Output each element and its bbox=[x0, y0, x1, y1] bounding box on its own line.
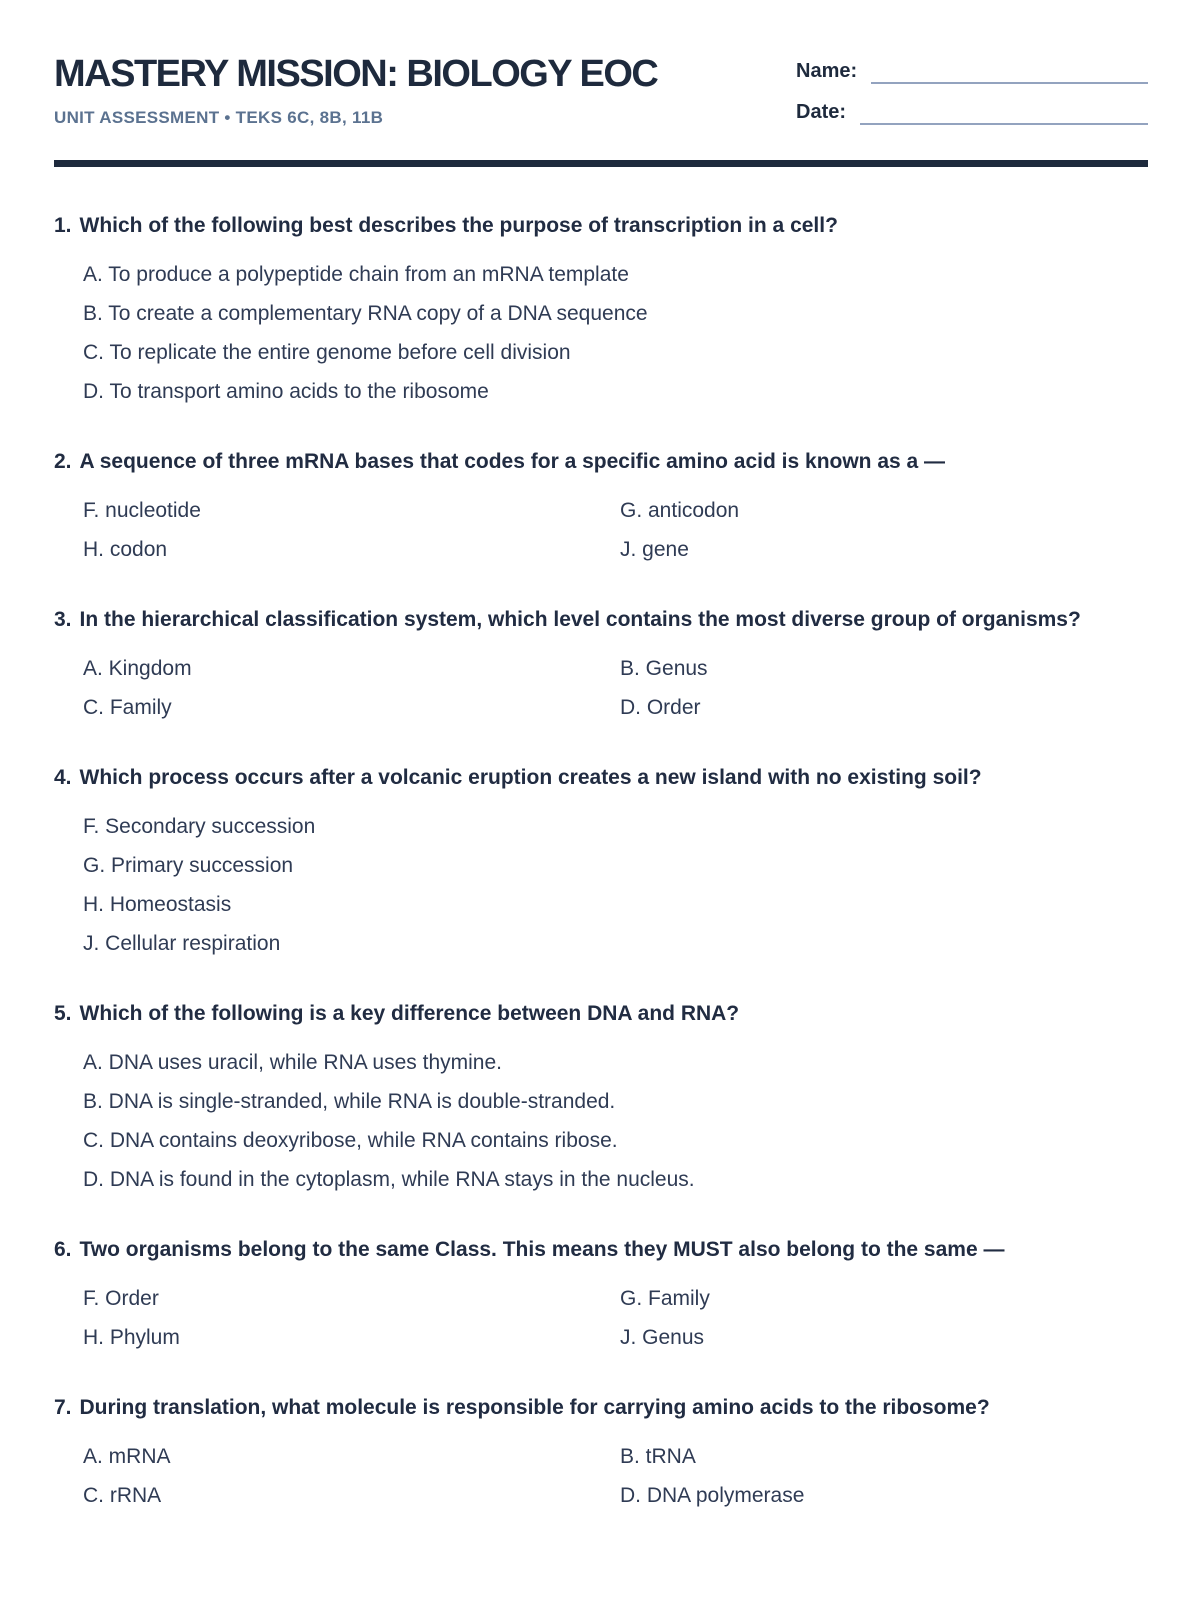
question-number: 6. bbox=[54, 1238, 72, 1261]
answer-option[interactable]: H. Homeostasis bbox=[83, 893, 232, 916]
answer-option[interactable]: F. Order bbox=[83, 1287, 159, 1310]
answer-option[interactable]: G. anticodon bbox=[620, 499, 740, 522]
answer-option[interactable]: B. To create a complementary RNA copy of a DNA sequence bbox=[83, 302, 648, 325]
question-6 bbox=[54, 1231, 1148, 1349]
answer-option[interactable]: D. DNA is found in the cytoplasm, while RNA stays in the nucleus. bbox=[83, 1168, 695, 1191]
date-field-row bbox=[796, 95, 1148, 125]
date-label: Date: bbox=[796, 101, 847, 123]
answer-options bbox=[54, 1446, 1148, 1507]
question-number: 3. bbox=[54, 608, 72, 631]
answer-option[interactable]: A. mRNA bbox=[83, 1445, 171, 1468]
question-3 bbox=[54, 601, 1148, 719]
answer-option[interactable]: F. Secondary succession bbox=[83, 815, 316, 838]
answer-option[interactable]: H. codon bbox=[83, 538, 168, 561]
question-number: 5. bbox=[54, 1002, 72, 1025]
answer-option[interactable]: B. tRNA bbox=[620, 1445, 696, 1468]
answer-options bbox=[54, 1052, 1148, 1191]
answer-options bbox=[54, 264, 1148, 403]
answer-option[interactable]: B. Genus bbox=[620, 657, 708, 680]
answer-option[interactable]: B. DNA is single-stranded, while RNA is double-stranded. bbox=[83, 1090, 616, 1113]
question-text bbox=[54, 601, 1148, 638]
answer-options bbox=[54, 658, 1148, 719]
answer-option[interactable]: D. Order bbox=[620, 696, 701, 719]
question-number: 7. bbox=[54, 1396, 72, 1419]
answer-options bbox=[54, 816, 1148, 955]
page-title: MASTERY MISSION: BIOLOGY EOC bbox=[54, 53, 658, 95]
question-prompt: A sequence of three mRNA bases that codes for a specific amino acid is known as a — bbox=[79, 450, 946, 473]
answer-options bbox=[54, 500, 1148, 561]
answer-option[interactable]: D. To transport amino acids to the ribosome bbox=[83, 380, 489, 403]
question-text bbox=[54, 207, 1148, 244]
question-text bbox=[54, 1231, 1148, 1268]
question-prompt: During translation, what molecule is responsible for carrying amino acids to the ribosome? bbox=[79, 1396, 990, 1419]
question-7 bbox=[54, 1389, 1148, 1507]
question-prompt: Two organisms belong to the same Class. This means they MUST also belong to the same — bbox=[79, 1238, 1005, 1261]
question-4 bbox=[54, 759, 1148, 955]
name-label: Name: bbox=[796, 60, 858, 82]
question-prompt: Which process occurs after a volcanic eruption creates a new island with no existing soil? bbox=[79, 766, 982, 789]
name-field-row bbox=[796, 54, 1148, 84]
answer-option[interactable]: A. DNA uses uracil, while RNA uses thymine. bbox=[83, 1051, 502, 1074]
answer-option[interactable]: C. DNA contains deoxyribose, while RNA contains ribose. bbox=[83, 1129, 618, 1152]
answer-option[interactable]: C. To replicate the entire genome before cell division bbox=[83, 341, 571, 364]
question-text bbox=[54, 759, 1148, 796]
answer-option[interactable]: A. To produce a polypeptide chain from an mRNA template bbox=[83, 263, 629, 286]
questions-list bbox=[54, 207, 1148, 1507]
answer-option[interactable]: C. Family bbox=[83, 696, 172, 719]
question-number: 4. bbox=[54, 766, 72, 789]
question-text bbox=[54, 995, 1148, 1032]
question-text bbox=[54, 1389, 1148, 1426]
answer-option[interactable]: J. Cellular respiration bbox=[83, 932, 281, 955]
question-5 bbox=[54, 995, 1148, 1191]
header-divider-rule bbox=[54, 160, 1148, 167]
name-input-line[interactable] bbox=[871, 60, 1148, 84]
question-text bbox=[54, 443, 1148, 480]
page-subtitle: UNIT ASSESSMENT • TEKS 6C, 8B, 11B bbox=[54, 108, 384, 127]
question-1 bbox=[54, 207, 1148, 403]
answer-option[interactable]: J. gene bbox=[620, 538, 689, 561]
header-title-block bbox=[54, 52, 657, 128]
header-fields-block bbox=[796, 52, 1148, 136]
worksheet-header bbox=[54, 52, 1148, 136]
question-number: 1. bbox=[54, 214, 72, 237]
answer-option[interactable]: G. Primary succession bbox=[83, 854, 294, 877]
answer-options bbox=[54, 1288, 1148, 1349]
answer-option[interactable]: G. Family bbox=[620, 1287, 710, 1310]
answer-option[interactable]: D. DNA polymerase bbox=[620, 1484, 805, 1507]
question-2 bbox=[54, 443, 1148, 561]
answer-option[interactable]: A. Kingdom bbox=[83, 657, 192, 680]
answer-option[interactable]: H. Phylum bbox=[83, 1326, 180, 1349]
question-number: 2. bbox=[54, 450, 72, 473]
date-input-line[interactable] bbox=[860, 101, 1148, 125]
question-prompt: In the hierarchical classification system, which level contains the most diverse group of organisms? bbox=[79, 608, 1081, 631]
answer-option[interactable]: C. rRNA bbox=[83, 1484, 162, 1507]
question-prompt: Which of the following is a key difference between DNA and RNA? bbox=[79, 1002, 740, 1025]
answer-option[interactable]: F. nucleotide bbox=[83, 499, 201, 522]
question-prompt: Which of the following best describes the purpose of transcription in a cell? bbox=[79, 214, 838, 237]
answer-option[interactable]: J. Genus bbox=[620, 1326, 705, 1349]
